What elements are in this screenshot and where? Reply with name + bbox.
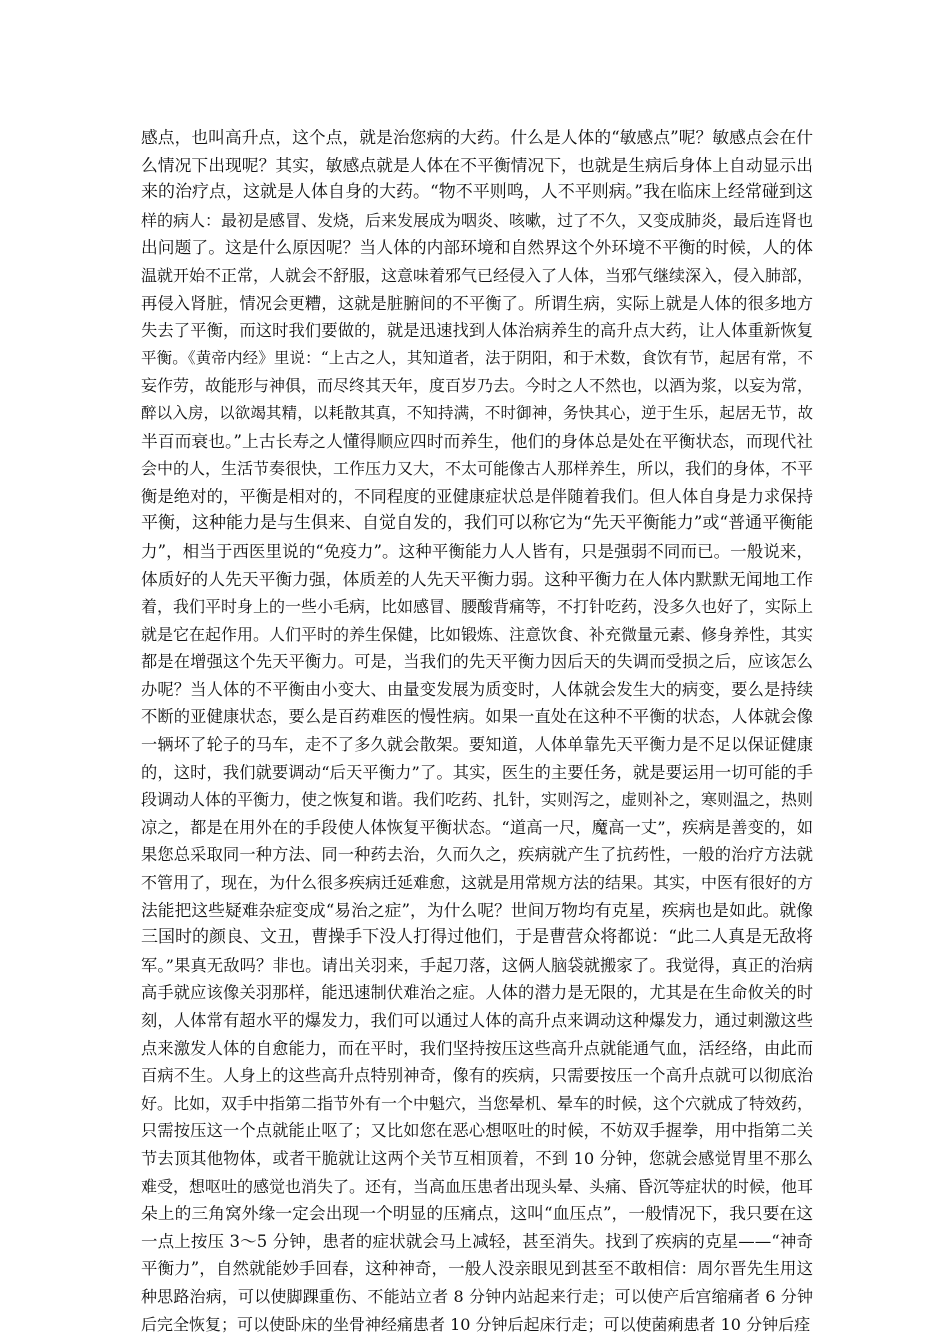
text-line: 着，我们平时身上的一些小毛病，比如感冒、腰酸背痛等，不打针吃药，没多久也好了，实际上 [141, 597, 813, 617]
text-line: 出问题了。这是什么原因呢？当人体的内部环境和自然界这个外环境不平衡的时候，人的体 [141, 237, 813, 258]
text-line: 一辆坏了轮子的马车，走不了多久就会散架。要知道，人体单靠先天平衡力是不足以保证健康 [141, 735, 813, 755]
text-line: 醉以入房，以欲竭其精，以耗散其真，不知持满，不时御神，务快其心，逆于生乐，起居无节，故 [141, 403, 813, 422]
text-line: 难受，想呕吐的感觉也消失了。还有，当高血压患者出现头晕、头痛、昏沉等症状的时候，他耳 [141, 1176, 813, 1196]
text-line: 平衡。《黄帝内经》里说：“上古之人，其知道者，法于阴阳，和于术数，食饮有节，起居有常，不 [141, 348, 813, 367]
text-line: 失去了平衡，而这时我们要做的，就是迅速找到人体治病养生的高升点大药，让人体重新恢复 [141, 321, 813, 341]
text-line: 一点上按压 3～5 分钟，患者的症状就会马上减轻，甚至消失。找到了疾病的克星——“神奇 [141, 1231, 813, 1251]
text-line: 只需按压这一个点就能止呕了；又比如您在恶心想呕吐的时候，不妨双手握拳，用中指第二关 [141, 1121, 813, 1141]
text-line: 刻，人体常有超水平的爆发力，我们可以通过人体的高升点来调动这种爆发力，通过刺激这些 [141, 1011, 813, 1030]
text-line: 段调动人体的平衡力，使之恢复和谐。我们吃药、扎针，实则泻之，虚则补之，寒则温之，热则 [141, 790, 813, 810]
text-line: 衡是绝对的，平衡是相对的，不同程度的亚健康症状总是伴随着我们。但人体自身是力求保持 [141, 486, 813, 506]
text-line: 种思路治病，可以使脚踝重伤、不能站立者 8 分钟内站起来行走；可以使产后宫缩痛者 6 分钟 [141, 1286, 813, 1306]
text-line: 好。比如，双手中指第二指节外有一个中魁穴，当您晕机、晕车的时候，这个穴就成了特效药， [141, 1093, 813, 1113]
text-line: 半百而衰也。”上古长寿之人懂得顺应四时而养生，他们的身体总是处在平衡状态，而现代社 [141, 430, 813, 451]
body-text [141, 124, 813, 1338]
text-line: 不断的亚健康状态，要么是百药难医的慢性病。如果一直处在这种不平衡的状态，人体就会像 [141, 707, 813, 727]
text-line: 后完全恢复；可以使卧床的坐骨神经痛患者 10 分钟后起床行走；可以使菌痢患者 10 分钟后痊 [141, 1314, 811, 1334]
text-line: 就是它在起作用。人们平时的养生保健，比如锻炼、注意饮食、补充微量元素、修身养性，其实 [141, 624, 813, 644]
text-line: 妄作劳，故能形与神俱，而尽终其天年，度百岁乃去。今时之人不然也，以酒为浆，以妄为常， [141, 376, 813, 396]
text-line: 平衡，这种能力是与生俱来、自觉自发的，我们可以称它为“先天平衡能力”或“普通平衡能 [141, 513, 813, 534]
text-line: 么情况下出现呢？其实，敏感点就是人体在不平衡情况下，也就是生病后身体上自动显示出 [141, 154, 813, 175]
text-line: 体质好的人先天平衡力强，体质差的人先天平衡力弱。这种平衡力在人体内默默无闻地工作 [141, 568, 813, 589]
text-line: 不管用了，现在，为什么很多疾病迁延难愈，这就是用常规方法的结果。其实，中医有很好的方 [141, 873, 813, 893]
text-line: 平衡力”，自然就能妙手回春，这种神奇，一般人没亲眼见到甚至不敢相信：周尔晋先生用这 [141, 1259, 813, 1279]
text-line: 会中的人，生活节奏很快，工作压力又大，不太可能像古人那样养生，所以，我们的身体，不平 [141, 459, 813, 479]
text-line: 法能把这些疑难杂症变成“易治之症”，为什么呢？世间万物均有克星，疾病也是如此。就像 [141, 899, 813, 920]
text-line: 三国时的颜良、文丑，曹操手下没人打得过他们，于是曹营众将都说：“此二人真是无敌将 [141, 927, 813, 948]
text-line: 点来激发人体的自愈能力，而在平时，我们坚持按压这些高升点就能通气血，活经络，由此而 [141, 1038, 813, 1058]
text-line: 节去顶其他物体，或者干脆就让这两个关节互相顶着，不到 10 分钟，您就会感觉胃里不那么 [141, 1148, 813, 1168]
text-line: 再侵入肾脏，情况会更糟，这就是脏腑间的不平衡了。所谓生病，实际上就是人体的很多地方 [141, 293, 813, 313]
text-line: 凉之，都是在用外在的手段使人体恢复平衡状态。“道高一尺，魔高一丈”，疾病是善变的，如 [141, 817, 813, 837]
text-line: 果您总采取同一种方法、同一种药去治，久而久之，疾病就产生了抗药性，一般的治疗方法就 [141, 845, 813, 865]
text-line: 的，这时，我们就要调动“后天平衡力”了。其实，医生的主要任务，就是要运用一切可能的手 [141, 762, 813, 782]
text-line: 办呢？当人体的不平衡由小变大、由量变发展为质变时，人体就会发生大的病变，要么是持续 [141, 679, 813, 699]
text-line: 朵上的三角窝外缘一定会出现一个明显的压痛点，这叫“血压点”，一般情况下，我只要在这 [141, 1203, 813, 1224]
text-line: 感点，也叫高升点，这个点，就是治您病的大药。什么是人体的“敏感点”呢？敏感点会在什 [141, 127, 813, 147]
text-line: 温就开始不正常，人就会不舒服，这意味着邪气已经侵入了人体，当邪气继续深入，侵入肺部， [141, 265, 813, 285]
text-line: 都是在增强这个先天平衡力。可是，当我们的先天平衡力因后天的失调而受损之后，应该怎么 [141, 652, 813, 672]
text-line: 来的治疗点，这就是人体自身的大药。“物不平则鸣，人不平则病。”我在临床上经常碰到这 [141, 182, 813, 203]
text-line: 高手就应该像关羽那样，能迅速制伏难治之症。人体的潜力是无限的，尤其是在生命攸关的时 [141, 983, 813, 1003]
text-line: 样的病人：最初是感冒、发烧，后来发展成为咽炎、咳嗽，过了不久，又变成肺炎，最后连肾也 [141, 210, 813, 230]
text-line: 军。”果真无敌吗？非也。请出关羽来，手起刀落，这俩人脑袋就搬家了。我觉得，真正的治病 [141, 955, 813, 975]
text-line: 百病不生。人身上的这些高升点特别神奇，像有的疾病，只需要按压一个高升点就可以彻底治 [141, 1066, 813, 1086]
text-line: 力”，相当于西医里说的“免疫力”。这种平衡能力人人皆有，只是强弱不同而已。一般说来， [141, 541, 813, 561]
